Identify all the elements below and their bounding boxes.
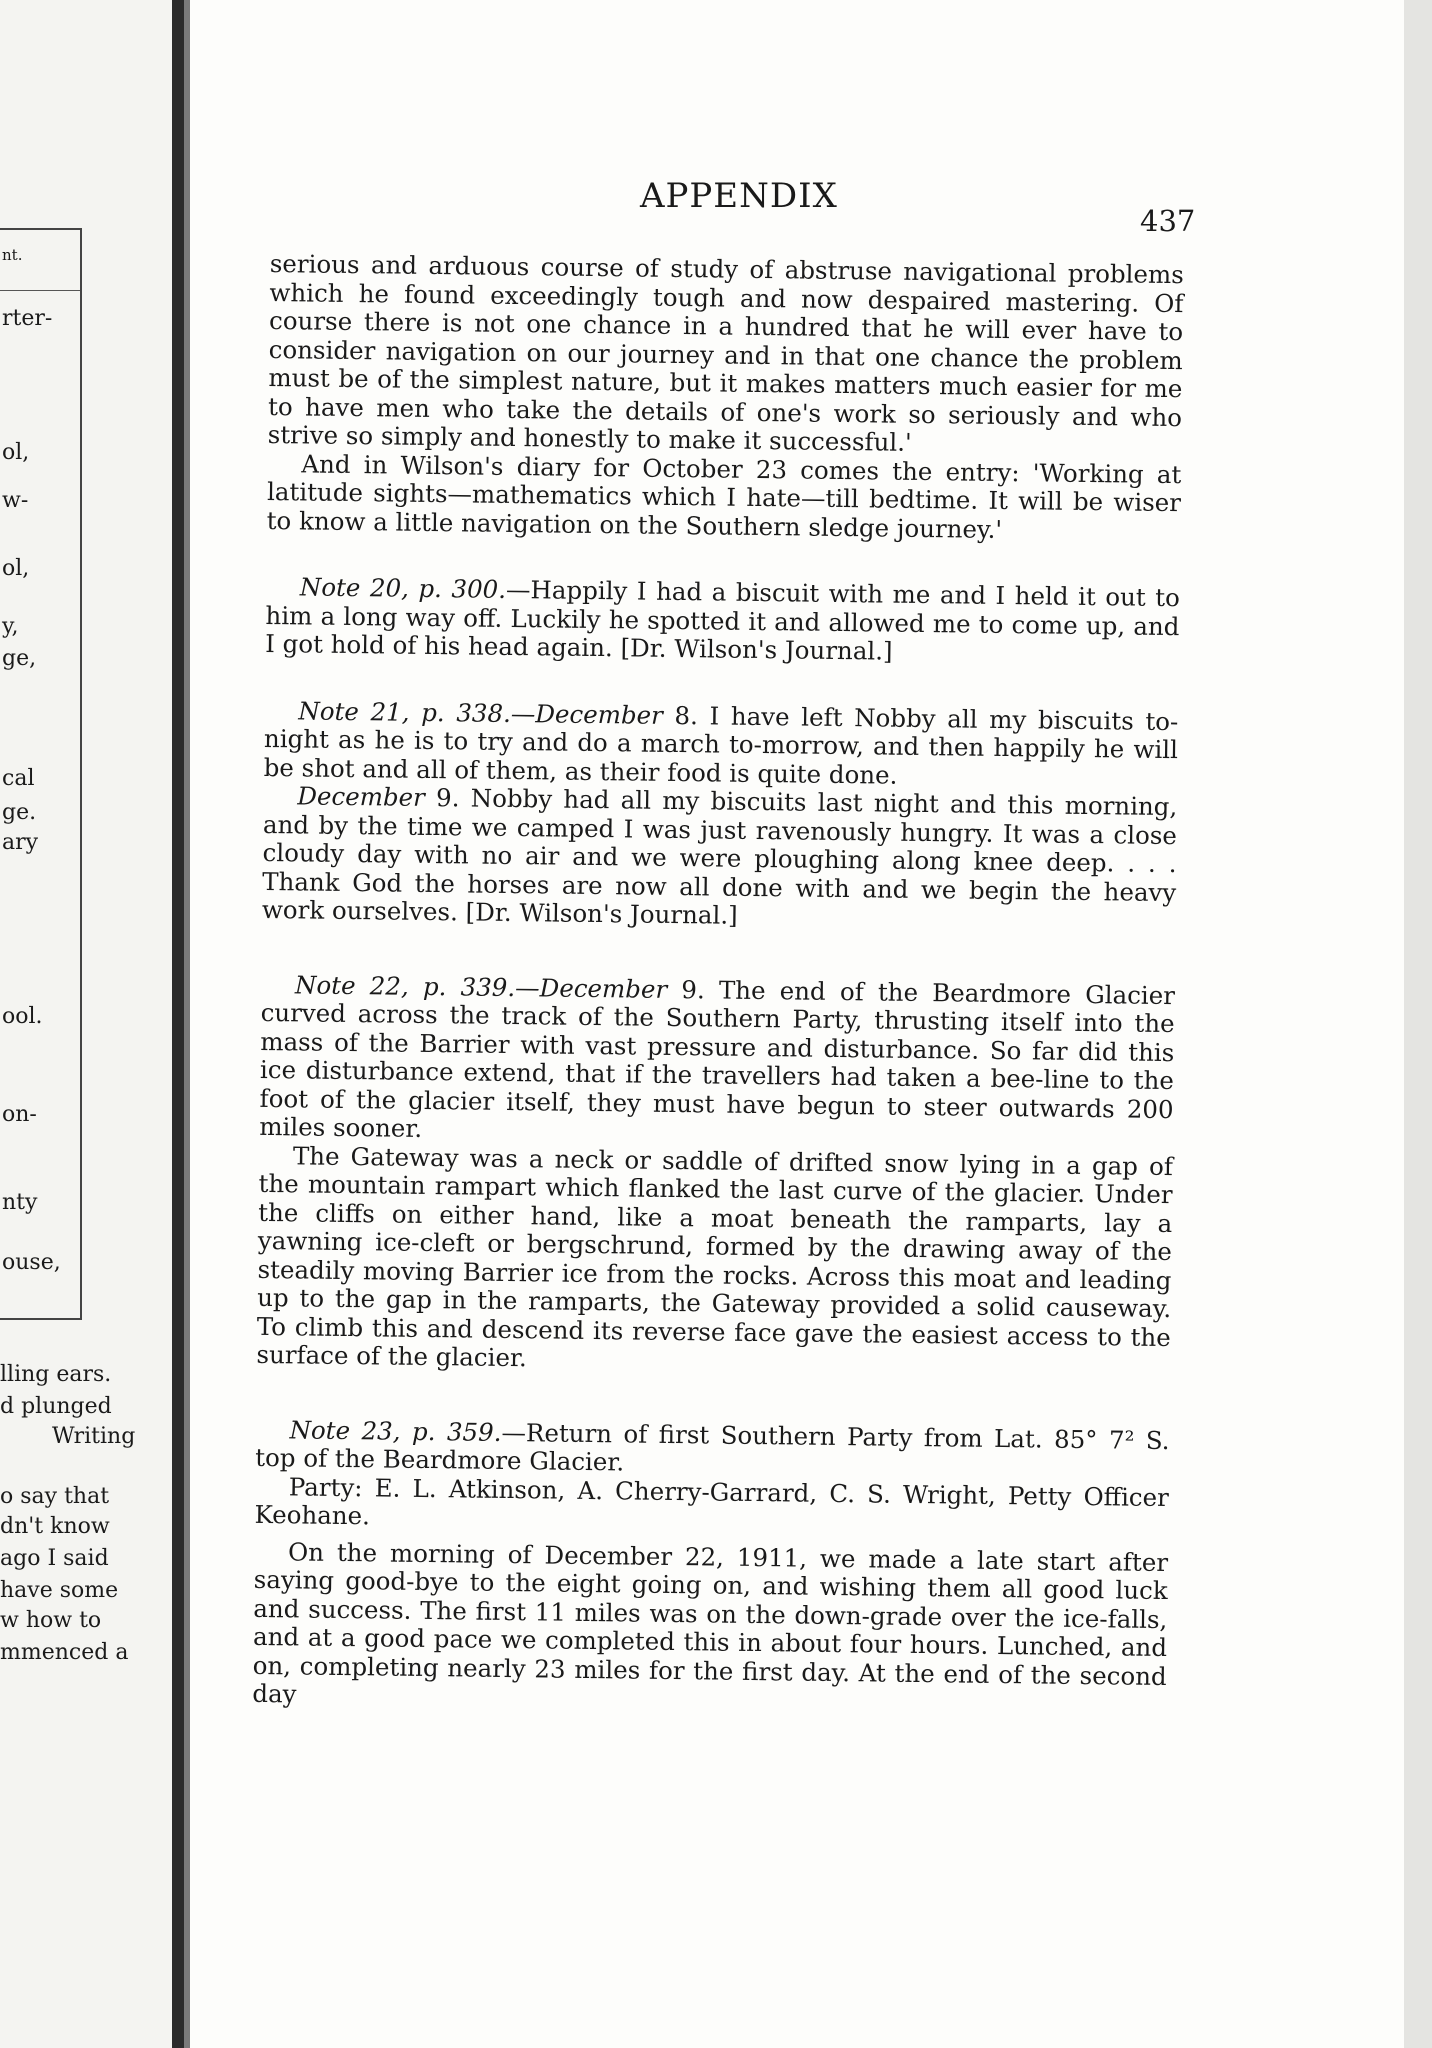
fragment-text: ool. — [2, 1004, 43, 1029]
fragment-text: mmenced a — [0, 1640, 129, 1665]
note-paragraph — [264, 696, 1179, 793]
paragraph-text: 8. I have left Nobby all my biscuits to-night as he is to try and do a march to-morrow, and then happily he will be shot and all of them, as their food is quite done. — [263, 700, 1179, 790]
page-body — [252, 250, 1184, 1720]
running-title: APPENDIX — [640, 176, 838, 216]
fragment-text: dn't know — [0, 1514, 110, 1539]
book-spine-gutter — [172, 0, 184, 2048]
note-reference: Note 21, p. 338.—December — [298, 695, 664, 730]
paragraph — [262, 782, 1178, 936]
fragment-text: cal — [2, 766, 35, 791]
paragraph-text: —Return of first Southern Party from Lat. 85° 7² S. top of the Beardmore Glacier. — [255, 1417, 1170, 1477]
note-reference: Note 23, p. 359. — [289, 1414, 502, 1447]
paragraph — [268, 250, 1184, 461]
table-header-rule — [0, 290, 80, 291]
fragment-text: ago I said — [0, 1546, 109, 1571]
paragraph-text: The Gateway was a neck or saddle of drifted snow lying in a gap of the mountain rampart which flanked the last curve of the glacier. Under the cliffs on either hand, like a moat beneath the ramparts, lay a yawning ice-cleft or bergschrund, formed by the drawing away of the steadily moving Barrier ice from the rocks. Across this moat and leading up to the gap in the ramparts, the Gateway provided a solid causeway. To climb this and descend its reverse face gave the easiest access to the surface of the glacier. — [256, 1140, 1174, 1373]
fragment-text: d plunged — [0, 1394, 112, 1419]
fragment-text: ol, — [2, 556, 30, 581]
fragment-text: nty — [2, 1190, 38, 1215]
paragraph-text: serious and arduous course of study of abstruse navigational problems which he found exceedingly tough and now despaired mastering. Of course there is not one chance in a hundred that he will ever have to consider navigation on our journey and in that one chance the problem must be of the simplest nature, but it makes matters much easier for me to have men who take the details of one's work so seriously and who strive so simply and honestly to make it successful.' — [267, 249, 1184, 457]
paragraph — [252, 1537, 1168, 1719]
paragraph-text: And in Wilson's diary for October 23 comes the entry: 'Working at latitude sights—mathematics which I hate—till bedtime. It will be wiser to know a little navigation on the Southern sledge journey.' — [266, 448, 1182, 544]
paragraph — [267, 449, 1182, 546]
fragment-text: o say that — [0, 1484, 110, 1509]
fragment-text: lling ears. — [0, 1362, 112, 1387]
fragment-text: have some — [0, 1578, 119, 1603]
scan-margin — [1404, 0, 1432, 2048]
fragment-text: ge. — [2, 800, 37, 825]
fragment-text: on- — [2, 1102, 37, 1127]
fragment-text: ol, — [2, 440, 30, 465]
note-reference: Note 20, p. 300. — [299, 572, 507, 604]
paragraph-text: 9. Nobby had all my biscuits last night and this morning, and by the time we camped I was just ravenously hungry. It was a close cloudy day with no air and we were ploughing along knee deep. . . . Thank God the horses are now all done with and we begin the heavy work ourselves. [Dr. Wilson's Journal.] — [261, 782, 1178, 930]
paragraph-text: Party: E. L. Atkinson, A. Cherry-Garrard, C. S. Wright, Petty Officer Keohane. — [254, 1471, 1170, 1531]
date-reference: December — [297, 781, 426, 812]
fragment-text: Writing — [52, 1424, 136, 1449]
paragraph-text: On the morning of December 22, 1911, we made a late start after saying good-bye to the eight going on, and wishing them all good luck and success. The first 11 miles was on the down-grade over the ice-falls, and at a good pace we completed this in about four hours. Lunched, and on, completing nearly 23 miles for the first day. At the end of the second day — [252, 1536, 1169, 1709]
note-paragraph — [259, 970, 1175, 1152]
paragraph-text: —Happily I had a biscuit with me and I held it out to him a long way off. Luckily he spotted it and allowed me to come up, and I got hold of his head again. [Dr. Wilson's Journal.] — [265, 574, 1180, 666]
note-paragraph — [265, 573, 1180, 670]
running-header — [190, 176, 1404, 236]
page-number: 437 — [1140, 204, 1196, 238]
facing-page-fragment — [0, 0, 172, 2048]
fragment-text: y, — [2, 614, 19, 639]
fragment-text: ary — [2, 830, 39, 855]
fragment-text: ge, — [2, 646, 37, 671]
fragment-text: w- — [2, 488, 29, 513]
fragment-text: nt. — [2, 246, 23, 264]
fragment-text: ouse, — [2, 1250, 61, 1275]
fragment-text: w how to — [0, 1608, 102, 1633]
note-reference: Note 22, p. 339.—December — [294, 969, 668, 1004]
paragraph — [256, 1141, 1173, 1380]
fragment-text: rter- — [2, 306, 53, 331]
paragraph-text: 9. The end of the Beardmore Glacier curved across the track of the Southern Party, thrusting itself into the mass of the Barrier with vast pressure and disturbance. So far did this ice disturbance extend, that if the travellers had taken a bee-line to the foot of the glacier itself, they must have begun to steer outwards 200 miles sooner. — [259, 974, 1176, 1143]
book-page — [190, 0, 1404, 2048]
